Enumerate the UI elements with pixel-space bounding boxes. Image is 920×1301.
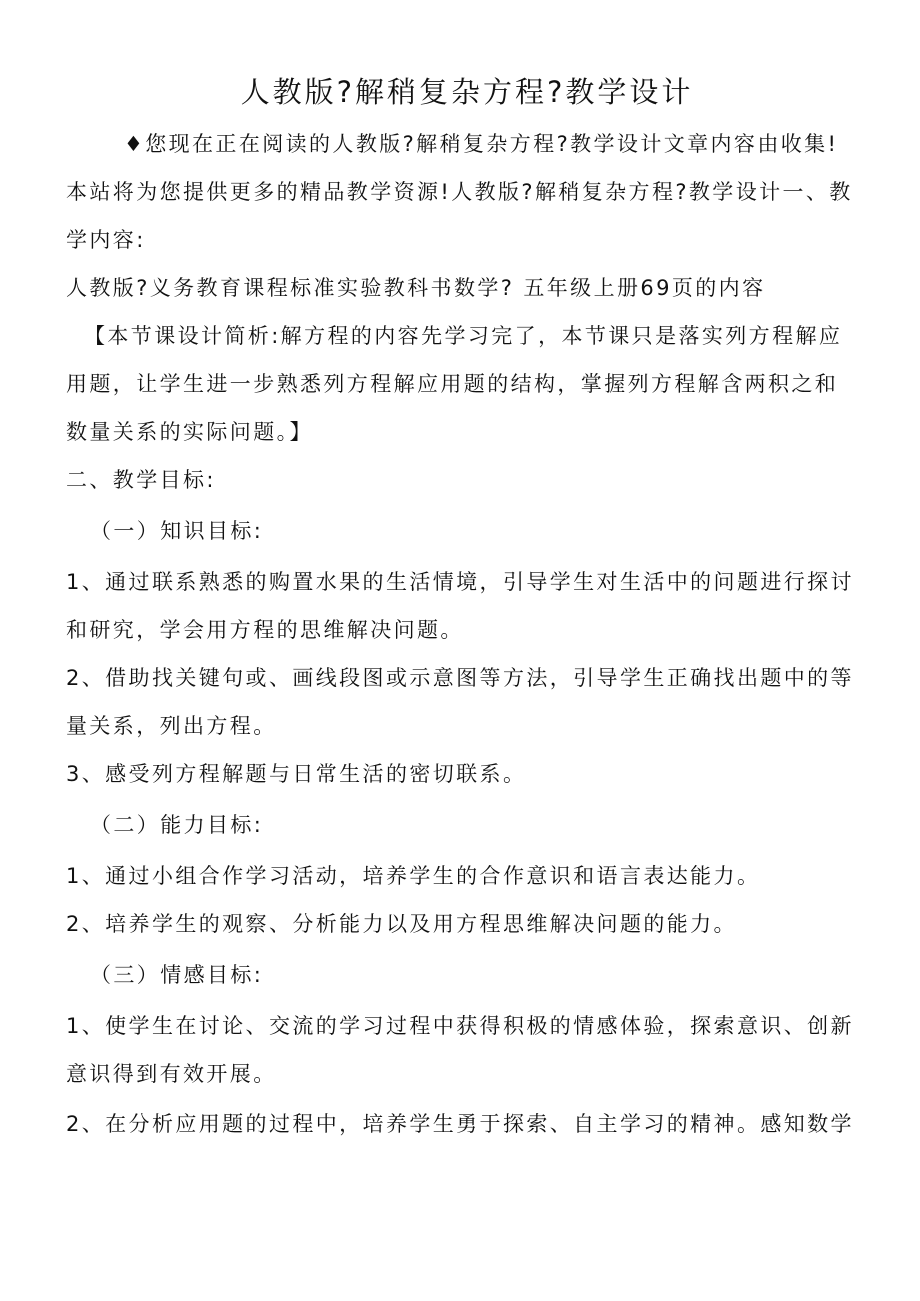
knowledge-goals-heading: （一）知识目标: (90, 519, 264, 543)
ability-goal-2: 2、培养学生的观察、分析能力以及用方程思维解决问题的能力。 (66, 912, 737, 936)
document-title: 人教版?解稍复杂方程?教学设计 (240, 75, 694, 109)
intro-paragraph: ♦您现在正在阅读的人教版?解稍复杂方程?教学设计文章内容由收集!本站将为您提供更多的精品教学资源!人教版?解稍复杂方程?教学设计一、教学内容: (66, 132, 853, 252)
knowledge-goal-1: 1、通过联系熟悉的购置水果的生活情境，引导学生对生活中的问题进行探讨和研究，学会用方程的思维解决问题。 (66, 570, 854, 642)
content-paragraph: 人教版?义务教育课程标准实验教科书数学? 五年级上册69页的内容 (66, 276, 766, 300)
emotion-goals-heading: （三）情感目标: (90, 963, 264, 987)
teaching-goals-heading: 二、教学目标: (66, 468, 216, 492)
emotion-goal-2: 2、在分析应用题的过程中，培养学生勇于探索、自主学习的精神。感知数学 (66, 1112, 854, 1136)
ability-goals-heading: （二）能力目标: (90, 813, 264, 837)
knowledge-goal-3: 3、感受列方程解题与日常生活的密切联系。 (66, 762, 527, 786)
knowledge-goal-2: 2、借助找关键句或、画线段图或示意图等方法，引导学生正确找出题中的等量关系，列出方程。 (66, 666, 854, 738)
design-analysis-paragraph: 【本节课设计简析:解方程的内容先学习完了，本节课只是落实列方程解应用题，让学生进一步熟悉列方程解应用题的结构，掌握列方程解含两积之和数量关系的实际问题。】 (66, 324, 843, 444)
ability-goal-1: 1、通过小组合作学习活动，培养学生的合作意识和语言表达能力。 (66, 864, 761, 888)
emotion-goal-1: 1、使学生在讨论、交流的学习过程中获得积极的情感体验，探索意识、创新意识得到有效开展。 (66, 1014, 854, 1086)
